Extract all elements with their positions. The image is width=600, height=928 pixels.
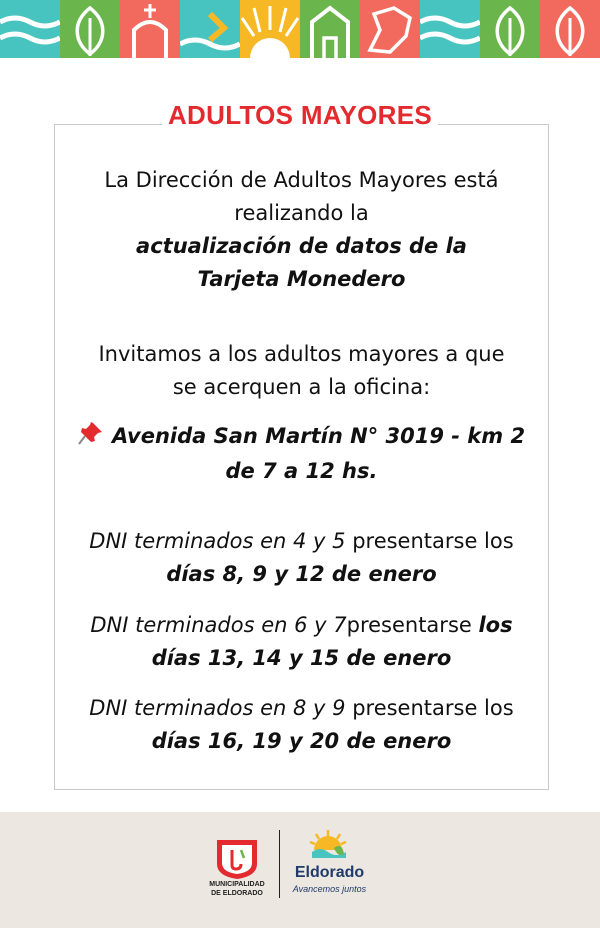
sea-icon [180, 0, 240, 58]
intro-text: La Dirección de Adultos Mayores está realizando la actualización de datos de la Tarjeta Monedero [104, 168, 499, 291]
wave-icon [0, 0, 60, 58]
eldorado-logo-icon [306, 828, 350, 868]
leaf-icon [480, 0, 540, 58]
leaf-icon [60, 0, 120, 58]
municipality-name: MUNICIPALIDAD DE ELDORADO [209, 881, 265, 897]
pushpin-icon [78, 421, 104, 455]
sun-icon [240, 0, 300, 58]
invite-text: Invitamos a los adultos mayores a que se acerquen a la oficina: [98, 342, 505, 399]
office-address: Avenida San Martín N° 3019 - km 2 de 7 a 12 hs. [54, 420, 549, 488]
page-title: ADULTOS MAYORES [0, 100, 600, 131]
municipality-shield-icon [215, 838, 259, 884]
leaf-icon [540, 0, 600, 58]
brand-slogan: Avancemos juntos [292, 884, 367, 894]
church-icon [120, 0, 180, 58]
schedule-item: DNI terminados en 8 y 9 presentarse los días 16, 19 y 20 de enero [89, 696, 514, 753]
map-icon [360, 0, 420, 58]
wave-icon [420, 0, 480, 58]
brand-name: Eldorado [294, 864, 365, 881]
schedule-item: DNI terminados en 6 y 7presentarse los días 13, 14 y 15 de enero [90, 613, 513, 670]
chapel-icon [300, 0, 360, 58]
top-banner [0, 0, 600, 58]
footer-divider [279, 830, 280, 898]
schedule-item: DNI terminados en 4 y 5 presentarse los días 8, 9 y 12 de enero [89, 529, 514, 586]
